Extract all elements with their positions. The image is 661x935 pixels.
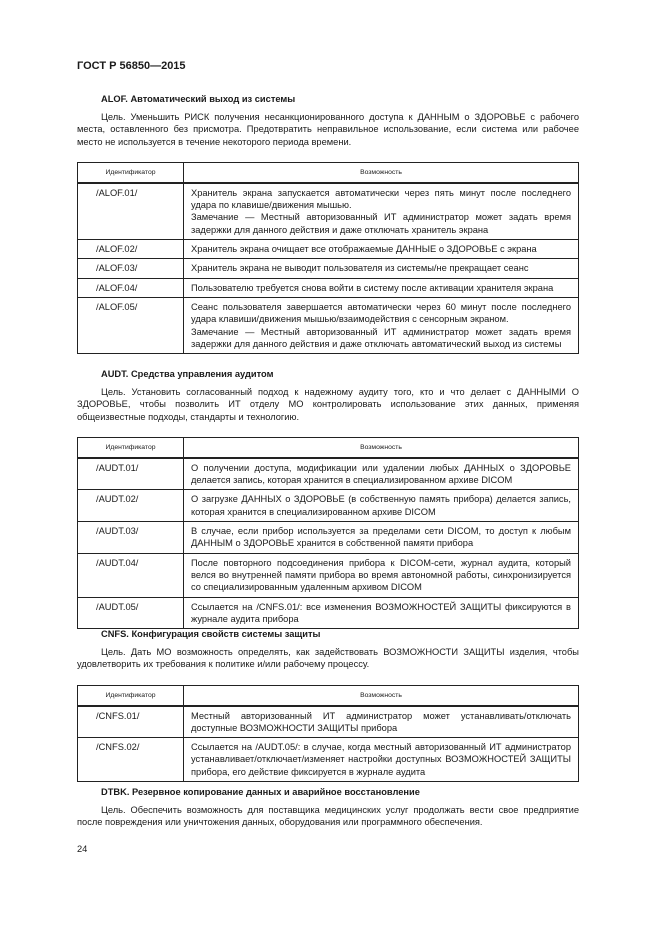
section-audt — [77, 368, 579, 629]
capability-text: О получении доступа, модификации или удалении любых ДАННЫХ о ЗДОРОВЬЕ делается запись, которая хранится в специализированном архиве DICOM — [191, 462, 571, 486]
table-row — [78, 553, 579, 597]
table-row — [78, 490, 579, 522]
header-identifier: Идентификатор — [78, 162, 184, 183]
capability-text: Хранитель экрана не выводит пользователя из системы/не прекращает сеанс — [191, 263, 529, 274]
section-paragraph: Цель. Обеспечить возможность для поставщика медицинских услуг продолжать вести свое предприятие после повреждения или уничтожения данных, оборудования или программного обеспечения. — [77, 805, 579, 828]
section-paragraph: Цель. Дать МО возможность определять, как задействовать ВОЗМОЖНОСТИ ЗАЩИТЫ изделия, чтобы удовлетворить их требования к политике и/или рабочему процессу. — [77, 647, 579, 670]
row-capability — [184, 278, 579, 297]
table-row — [78, 738, 579, 782]
row-capability — [184, 553, 579, 597]
row-identifier: /ALOF.01/ — [78, 183, 184, 240]
row-capability — [184, 259, 579, 278]
header-identifier: Идентификатор — [78, 437, 184, 458]
section-heading: DTBK. Резервное копирование данных и аварийное восстановление — [101, 787, 420, 797]
row-capability — [184, 183, 579, 240]
section-dtbk — [77, 786, 579, 829]
row-capability — [184, 706, 579, 738]
table-row — [78, 458, 579, 490]
row-identifier: /ALOF.04/ — [78, 278, 184, 297]
section-heading: ALOF. Автоматический выход из системы — [101, 94, 296, 104]
table-row — [78, 597, 579, 629]
section-cnfs — [77, 628, 579, 782]
table-row — [78, 522, 579, 554]
capability-text: Сеанс пользователя завершается автоматически через 60 минут после последнего удара клавиши/движения мышью/взаимодействия с сенсорным экраном. — [191, 301, 571, 325]
table-header-row — [78, 437, 579, 458]
table-row — [78, 183, 579, 240]
section-paragraph: Цель. Установить согласованный подход к надежному аудиту того, кто и что делает с ДАННЫМИ О ЗДОРОВЬЕ, чтобы позволить ИТ отделу МО контролировать использование этих данных, применяя общеизвестные подходы, стандарты и технологию. — [77, 387, 579, 422]
row-identifier: /ALOF.02/ — [78, 240, 184, 259]
row-identifier: /AUDT.04/ — [78, 553, 184, 597]
section-alof — [77, 93, 579, 354]
section-heading: AUDT. Средства управления аудитом — [101, 369, 274, 379]
table-row — [78, 706, 579, 738]
row-capability — [184, 240, 579, 259]
capability-text: После повторного подсоединения прибора к DICOM-сети, журнал аудита, который велся во внутренней памяти прибора во время автономной работы, синхронизируется со специализированным удаленным архивом DICOM — [191, 557, 571, 593]
table-row — [78, 259, 579, 278]
capability-note: Замечание — Местный авторизованный ИТ администратор может задать время задержки для данного действия и даже отключать хранитель экрана — [191, 212, 571, 235]
capability-text: Хранитель экрана очищает все отображаемые ДАННЫЕ о ЗДОРОВЬЕ с экрана — [191, 244, 537, 255]
header-capability: Возможность — [184, 437, 579, 458]
row-identifier: /CNFS.02/ — [78, 738, 184, 782]
capability-text: Ссылается на /CNFS.01/: все изменения ВОЗМОЖНОСТЕЙ ЗАЩИТЫ фиксируются в журнале аудита прибора — [191, 601, 571, 624]
document-title: ГОСТ Р 56850—2015 — [77, 60, 186, 72]
table-header-row — [78, 685, 579, 706]
page-number: 24 — [77, 844, 88, 854]
row-capability — [184, 597, 579, 629]
table-header-row — [78, 162, 579, 183]
section-paragraph: Цель. Уменьшить РИСК получения несанкционированного доступа к ДАННЫМ о ЗДОРОВЬЕ с рабочего места, оставленного без присмотра. Предотвратить неправильное использование, если система или рабочее место не используется в течение некоторого периода времени. — [77, 112, 579, 147]
capability-table — [77, 685, 579, 782]
capability-text: Пользователю требуется снова войти в систему после активации хранителя экрана — [191, 282, 554, 293]
header-identifier: Идентификатор — [78, 685, 184, 706]
capability-table — [77, 437, 579, 629]
row-capability — [184, 522, 579, 554]
row-identifier: /AUDT.05/ — [78, 597, 184, 629]
table-row — [78, 278, 579, 297]
capability-text: В случае, если прибор используется за пределами сети DICOM, то доступ к любым ДАННЫМ о ЗДОРОВЬЕ хранится в собственной памяти прибора — [191, 526, 571, 549]
table-row — [78, 297, 579, 353]
capability-text: Хранитель экрана запускается автоматически через пять минут после последнего удара по клавише/движения мышью. — [191, 187, 571, 211]
capability-text: Местный авторизованный ИТ администратор может устанавливать/отключать доступные ВОЗМОЖНОСТИ ЗАЩИТЫ прибора — [191, 710, 571, 733]
header-capability: Возможность — [184, 162, 579, 183]
table-row — [78, 240, 579, 259]
row-identifier: /AUDT.02/ — [78, 490, 184, 522]
capability-text: О загрузке ДАННЫХ о ЗДОРОВЬЕ (в собственную память прибора) делается запись, которая хранится в специализированном архиве DICOM — [191, 494, 571, 517]
header-capability: Возможность — [184, 685, 579, 706]
capability-note: Замечание — Местный авторизованный ИТ администратор может задать время задержки для данного действия и даже отключать автоматический выход из системы — [191, 326, 571, 349]
capability-table — [77, 162, 579, 354]
row-identifier: /ALOF.05/ — [78, 297, 184, 353]
row-capability — [184, 738, 579, 782]
section-heading: CNFS. Конфигурация свойств системы защиты — [101, 629, 321, 639]
row-capability — [184, 458, 579, 490]
row-identifier: /ALOF.03/ — [78, 259, 184, 278]
row-identifier: /AUDT.03/ — [78, 522, 184, 554]
row-capability — [184, 490, 579, 522]
capability-text: Ссылается на /AUDT.05/: в случае, когда местный авторизованный ИТ администратор устанавливает/отключает/изменяет настройки доступных ВОЗМОЖНОСТЕЙ ЗАЩИТЫ прибора, его действие фиксируется в журнале аудита — [191, 742, 571, 777]
row-capability — [184, 297, 579, 353]
row-identifier: /AUDT.01/ — [78, 458, 184, 490]
row-identifier: /CNFS.01/ — [78, 706, 184, 738]
